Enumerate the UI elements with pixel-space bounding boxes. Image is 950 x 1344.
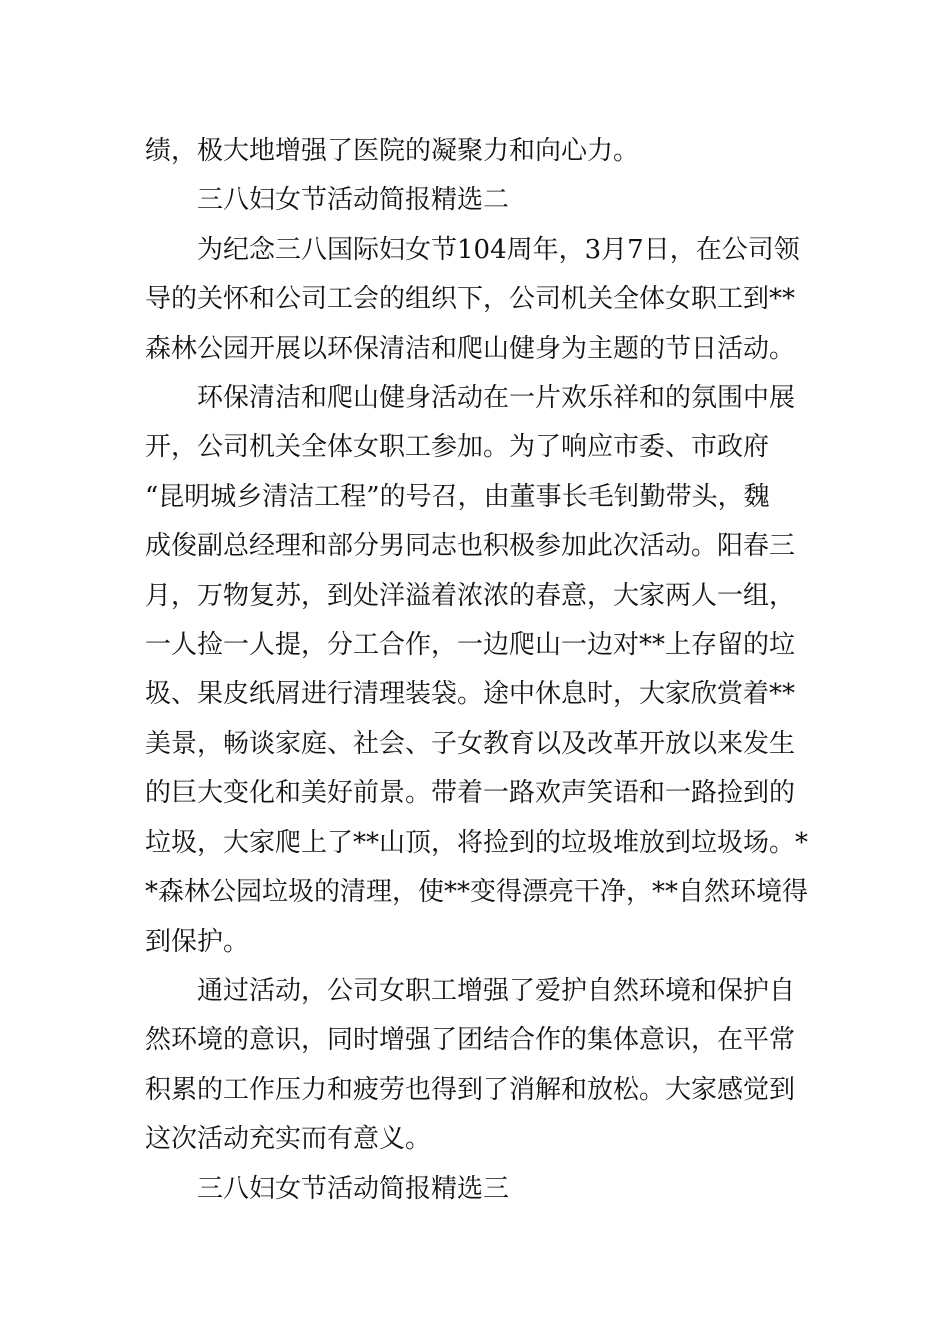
text-line: 通过活动，公司女职工增强了爱护自然环境和保护自 <box>197 975 796 1006</box>
text-line: *森林公园垃圾的清理，使**变得漂亮干净，**自然环境得 <box>145 877 809 908</box>
text-line: 为纪念三八国际妇女节104周年，3月7日，在公司领 <box>197 234 800 265</box>
text-line: 这次活动充实而有意义。 <box>145 1124 432 1155</box>
text-line: 月，万物复苏，到处洋溢着浓浓的春意，大家两人一组， <box>145 580 796 611</box>
text-line: 绩，极大地增强了医院的凝聚力和向心力。 <box>145 136 640 166</box>
paragraph <box>145 226 810 374</box>
text-line: 然环境的意识，同时增强了团结合作的集体意识，在平常 <box>145 1025 796 1056</box>
paragraph <box>145 374 810 967</box>
text-line: 森林公园开展以环保清洁和爬山健身为主题的节日活动。 <box>145 333 796 364</box>
section-heading-2 <box>145 176 810 225</box>
text-line: 的巨大变化和美好前景。带着一路欢声笑语和一路捡到的 <box>145 778 796 809</box>
text-line: 三八妇女节活动简报精选三 <box>197 1173 510 1204</box>
text-line: 积累的工作压力和疲劳也得到了消解和放松。大家感觉到 <box>145 1074 796 1105</box>
text-line: 开，公司机关全体女职工参加。为了响应市委、市政府 <box>145 432 770 463</box>
text-line: 美景，畅谈家庭、社会、子女教育以及改革开放以来发生 <box>145 728 796 759</box>
section-heading-3 <box>145 1165 810 1214</box>
text-line: 一人捡一人提，分工合作，一边爬山一边对**上存留的垃 <box>145 630 796 661</box>
document-body <box>145 127 810 1214</box>
text-line: 垃圾，大家爬上了**山顶，将捡到的垃圾堆放到垃圾场。* <box>145 827 809 858</box>
paragraph <box>145 967 810 1165</box>
text-line: “昆明城乡清洁工程”的号召，由董事长毛钊勤带头，魏 <box>145 481 770 512</box>
text-line: 到保护。 <box>145 926 250 957</box>
text-line: 三八妇女节活动简报精选二 <box>197 185 510 216</box>
text-line: 成俊副总经理和部分男同志也积极参加此次活动。阳春三 <box>145 531 796 562</box>
text-line: 环保清洁和爬山健身活动在一片欢乐祥和的氛围中展 <box>197 383 796 414</box>
text-line: 导的关怀和公司工会的组织下，公司机关全体女职工到** <box>145 284 796 315</box>
text-line: 圾、果皮纸屑进行清理装袋。途中休息时，大家欣赏着** <box>145 679 796 710</box>
paragraph-continuation <box>145 127 810 176</box>
